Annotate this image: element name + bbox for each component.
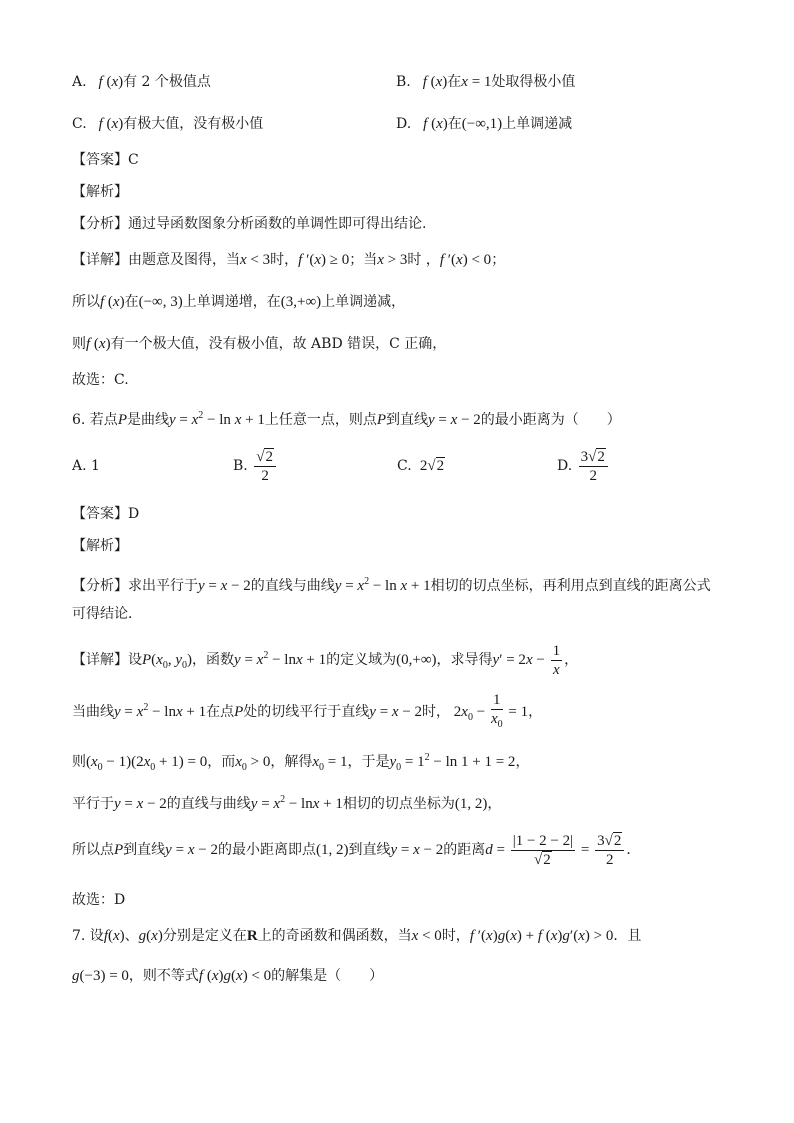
text: 、 [124,928,139,944]
q6-option-b [233,446,278,486]
option-text: 在 [447,74,462,90]
math: x < 0 [411,928,442,944]
math: $\frac{√2}{2}$ [254,448,276,485]
math: g(−3) = 0 [72,968,129,984]
text: 【分析】求出平行于 [72,578,198,594]
math: $y_0 = 1^2 - \ln 1 + 1 = 2$ [389,752,516,773]
math: $y = x^2 - \ln x + 1$ [114,702,207,720]
text: 的解集是（ ） [271,968,384,984]
q6-line4 [72,790,501,814]
text: 是曲线 [126,412,169,428]
math: (0,+∞) [396,652,437,668]
text: 上单调递减， [321,294,406,310]
text: ．且 [613,928,642,944]
text: ； [491,252,506,268]
math: f ′(x) ≥ 0 [298,252,350,268]
math: $y = x^2 - \ln x + 1$ [234,650,327,668]
text: 【详解】由题意及图得，当 [72,252,240,268]
q5-xiangjie [72,250,505,270]
text: 时， [270,252,299,268]
q6-answer: 【答案】D [72,506,140,522]
text: ，而 [207,754,236,770]
math: f (x) [86,336,111,352]
math: P [117,412,127,428]
math: $y = x^2 - \ln x + 1$ [168,410,265,428]
q6-line3 [72,748,529,778]
text: 相切的切点坐标，再利用点到直线的距离公式 [430,578,711,594]
math: x = 1 [461,74,492,90]
text: 相切的切点坐标为 [342,796,455,812]
text: 时， [441,928,470,944]
q5-fenxi: 【分析】通过导函数图象分析函数的单调性即可得出结论. [72,216,427,232]
text: ． [626,842,641,858]
option-label: A. [72,74,87,90]
text: 时 ， [407,252,440,268]
option-text: 有极大值，没有极小值 [123,116,264,132]
math: f (x) [100,294,125,310]
text: 分别是定义在 [162,928,247,944]
math: y = x − 2 [428,412,481,428]
text: 所以点 [72,842,114,858]
option-label: B. [233,458,248,474]
option-text: 上单调递减 [502,116,573,132]
q5-answer: 【答案】C [72,152,139,168]
text: 则 [72,754,86,770]
math: f(x) [103,928,125,944]
text: 的最小距离为（ ） [480,412,621,428]
math: y = x − 2 [369,704,423,720]
math: 2√2 [416,458,445,474]
q6-fenxi-2: 可得结论． [72,606,142,622]
option-label: D. [557,458,573,474]
math: $P(x_0$, $y_0$) [142,652,193,671]
text: 处的切线平行于直线 [243,704,370,720]
option-text: 有 2 个极值点 [123,74,211,90]
math: y′ = 2x − $\frac{1}{x}$ [492,643,561,679]
q5-line3 [72,334,446,354]
math: f (x) [98,74,124,90]
q6-stem [72,406,621,430]
math: $\frac{3√2}{2}$ [579,448,608,485]
q6-option-d [557,446,610,486]
text: 上单调递增，在 [182,294,281,310]
text: 时， [422,704,451,720]
text: ，于是 [347,754,390,770]
text: ， [528,704,543,720]
text: 所以 [72,294,100,310]
q5-option-c [72,114,263,134]
math: (3,+∞) [280,294,322,310]
text: 到直线 [123,842,166,858]
math: f (x) [422,74,448,90]
option-label: D. [396,116,412,132]
math: $y = x^2 - \ln x + 1$ [250,794,343,812]
text: 的定义域为 [326,652,397,668]
math: $x_0 > 0$ [235,754,271,773]
text: 当曲线 [72,704,114,720]
q5-option-b [396,72,575,92]
q6-analysis-label: 【解析】 [72,538,128,554]
text: ， [515,754,530,770]
option-label: B. [396,74,411,90]
q5-option-a [72,72,211,92]
math: P [114,842,124,858]
math: g(x) [138,928,163,944]
math: f (x) [98,116,124,132]
q6-fenxi [72,572,711,596]
text: ，解得 [270,754,313,770]
math: R [246,928,258,944]
math: P [234,704,244,720]
text: 到直线 [348,842,391,858]
option-text: 在 [447,116,462,132]
text: 则 [72,336,86,352]
q7-stem [72,926,641,946]
math: (−∞, 3) [138,294,183,310]
text: 的最小距离即点 [217,842,316,858]
math: f (x)g(x) < 0 [198,968,272,984]
q5-option-d [396,114,572,134]
math: (−∞,1) [461,116,503,132]
text: 上的奇函数和偶函数，当 [257,928,412,944]
math: x > 3 [377,252,408,268]
text: 【详解】设 [72,652,142,668]
option-text: 处取得极小值 [491,74,576,90]
text: 上任意一点，则点 [264,412,377,428]
q6-option-a: A. 1 [72,458,100,474]
text: 在点 [206,704,235,720]
text: 的直线与曲线 [166,796,251,812]
text: 的距离 [443,842,486,858]
math: y = x − 2 [198,578,251,594]
text: 有一个极大值，没有极小值，故 ABD 错误，C 正确， [110,336,447,352]
q6-choose: 故选：D [72,892,126,908]
text: ， [487,796,502,812]
math: f ′(x) < 0 [439,252,492,268]
math: d = $\frac{|1 - 2 - 2|}{√2}$ = $\frac{3√2}{2}$ [485,842,626,858]
q5-choose: 故选：C. [72,372,129,388]
text: ；当 [349,252,378,268]
math: x < 3 [240,252,271,268]
text: ，则不等式 [128,968,199,984]
text: 到直线 [386,412,428,428]
math: (1, 2) [315,842,349,858]
math: $x_0 = 1$ [312,754,348,773]
q7-stem-2 [72,966,383,986]
text: 平行于 [72,796,114,812]
text: 7. 设 [72,928,104,944]
q6-line5 [72,830,640,870]
q5-analysis-label: 【解析】 [72,184,128,200]
option-label: C. [72,116,87,132]
math: f ′(x)g(x) + f (x)g′(x) > 0 [469,928,614,944]
math: y = x − 2 [114,796,167,812]
q6-xiangjie [72,636,578,686]
q6-option-c [397,456,445,476]
math: (1, 2) [454,796,488,812]
text: ，函数 [192,652,235,668]
text: 在 [124,294,139,310]
math: $2x_0$ − $\frac{1}{x_0}$ = 1 [450,692,529,731]
text: ， [564,652,579,668]
math: y = x − 2 [165,842,218,858]
option-label: C. [397,458,412,474]
math: $y = x^2 - \ln x + 1$ [334,576,431,594]
text: 6. 若点 [72,412,118,428]
math: f (x) [423,116,448,132]
math: $(x_0 - 1)(2x_0 + 1) = 0$ [86,754,208,773]
text: ，求导得 [436,652,493,668]
text: 的直线与曲线 [250,578,335,594]
math: y = x − 2 [390,842,444,858]
q6-line2 [72,688,542,738]
q5-line2 [72,292,405,312]
math: P [376,412,386,428]
